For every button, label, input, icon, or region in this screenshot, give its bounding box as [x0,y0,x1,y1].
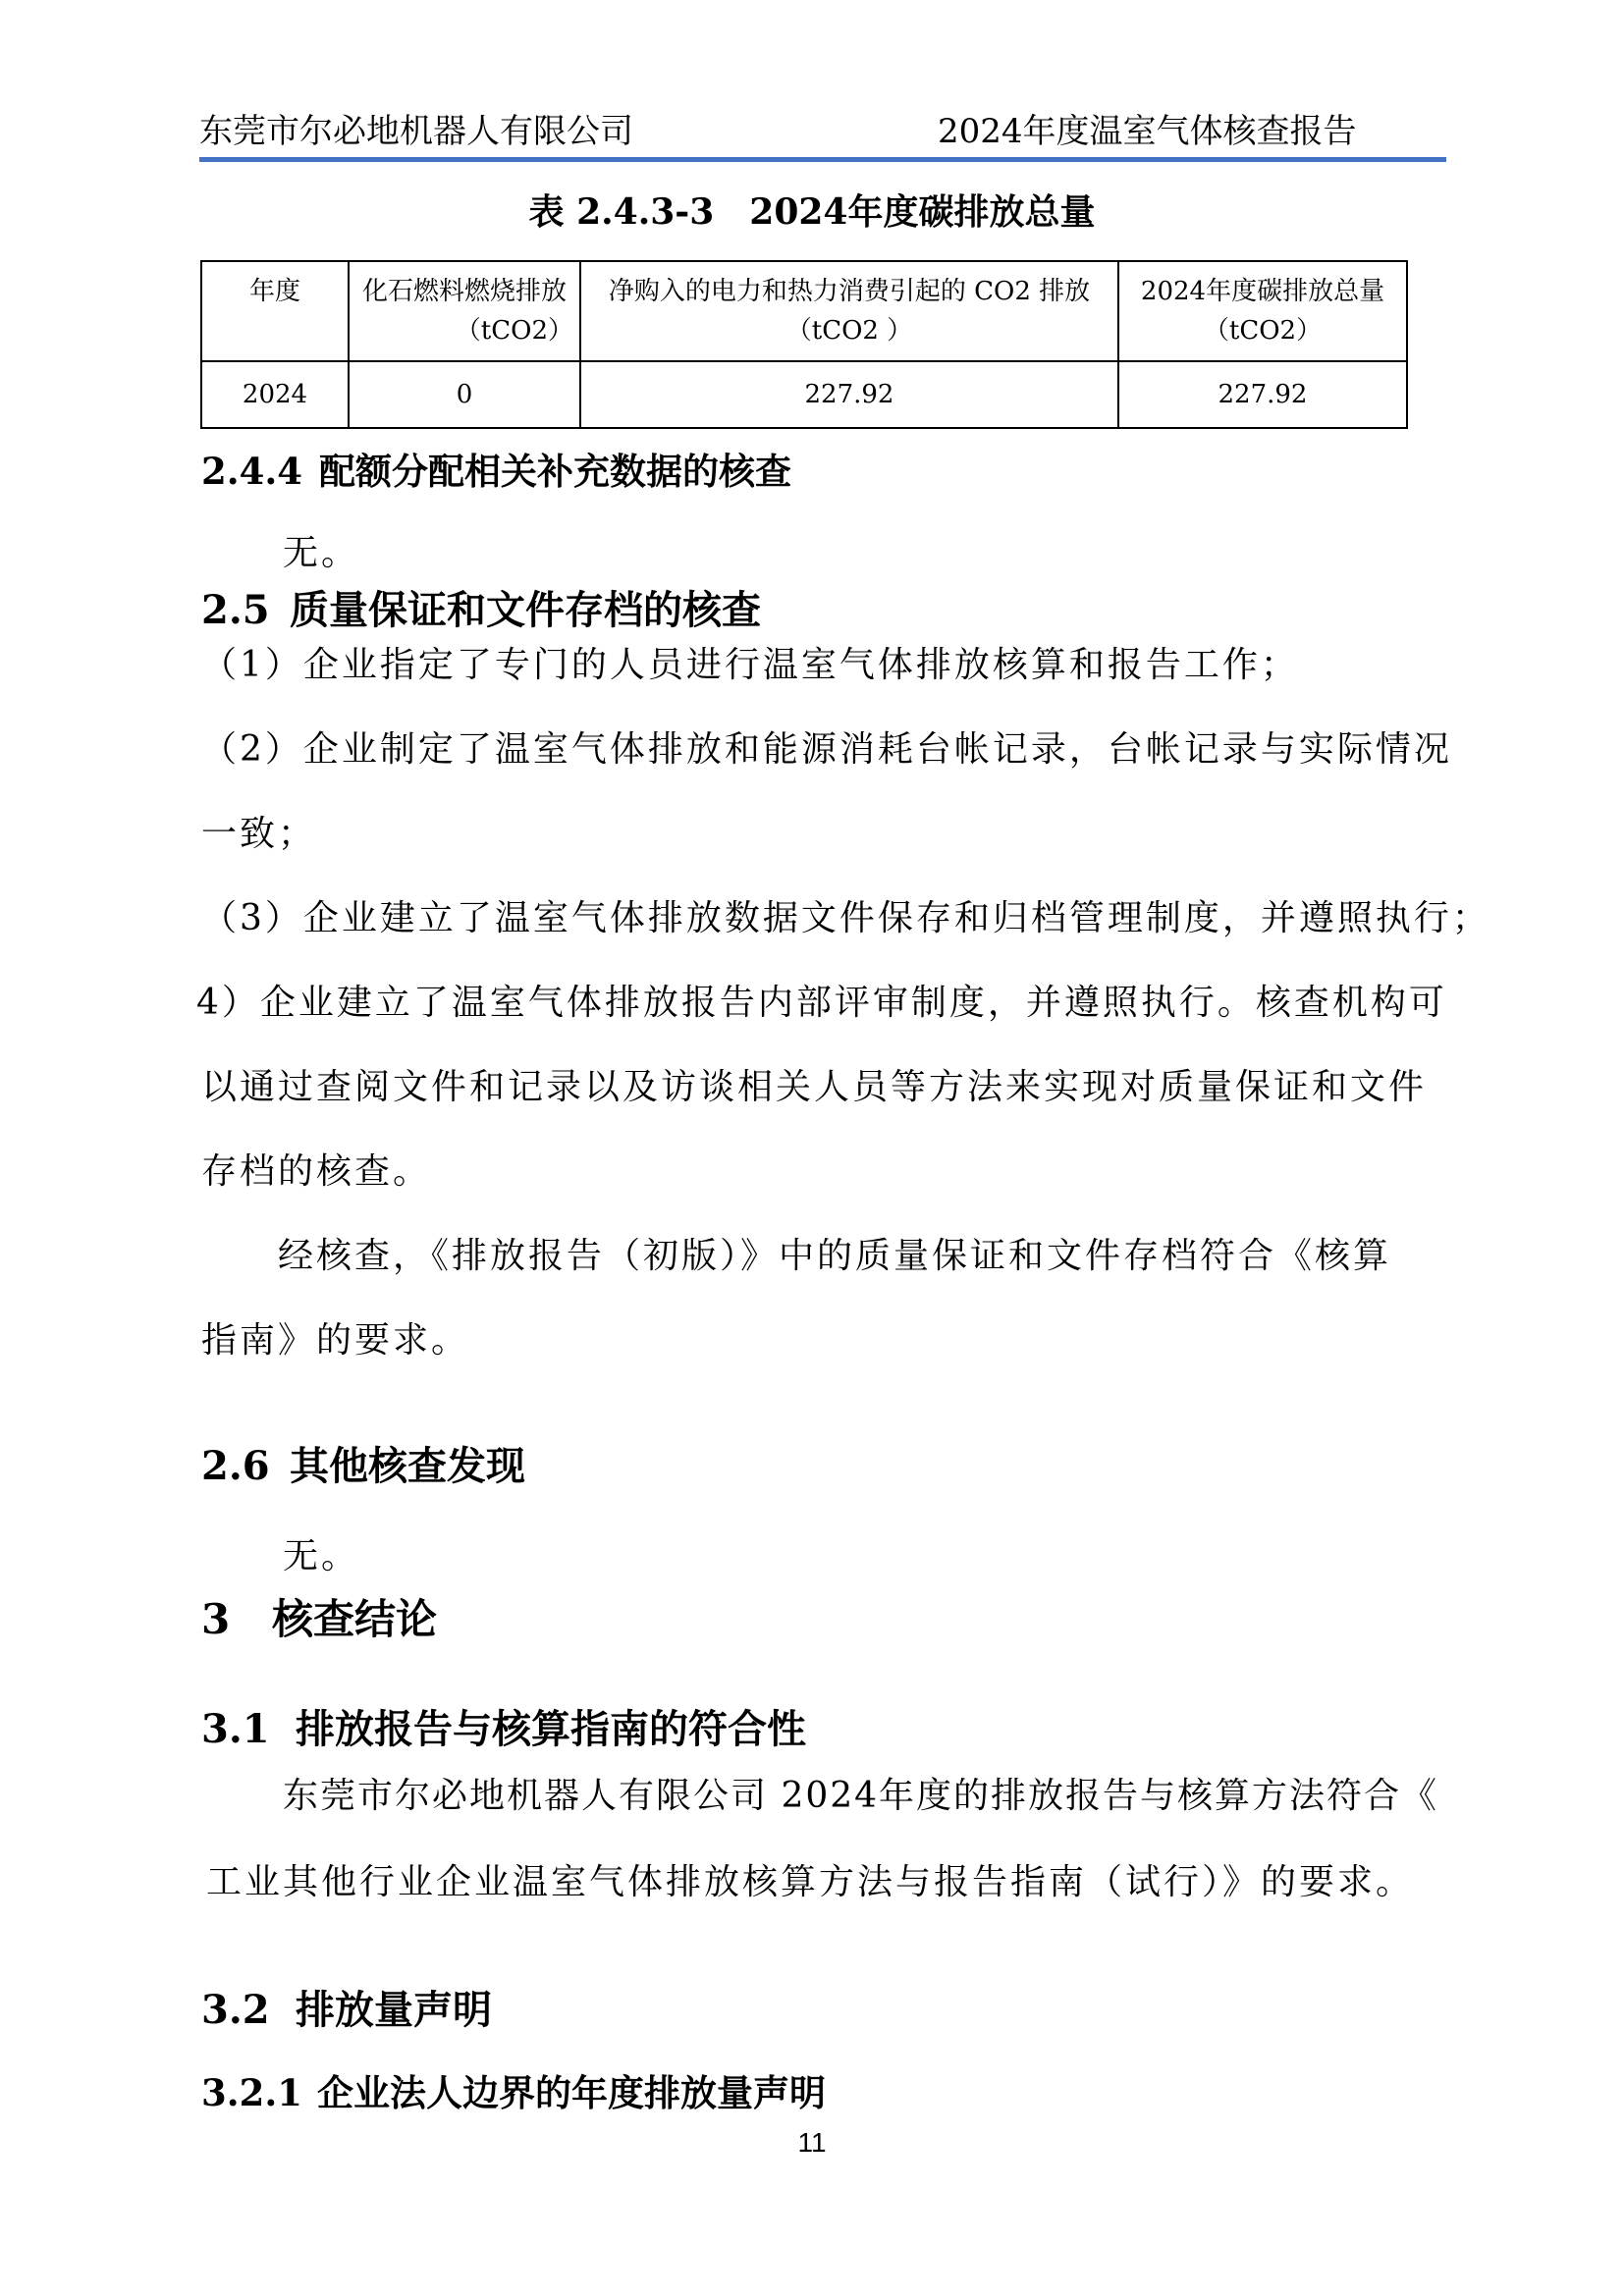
section-3-1-line: 东莞市尔必地机器人有限公司 2024年度的排放报告与核算方法符合《 [283,1776,1439,1816]
page-number: 11 [797,2127,827,2158]
col-header-fossil [349,261,580,361]
col-header-total [1118,261,1407,361]
col-header-total-label: 2024年度碳排放总量 [1140,277,1385,306]
table-header-row [201,261,1407,361]
section-heading-3-1: 3.1 排放报告与核算指南的符合性 [201,1706,806,1752]
section-heading-3-2-1: 3.2.1 企业法人边界的年度排放量声明 [201,2071,826,2114]
section-heading-2-6: 2.6 其他核查发现 [201,1443,525,1489]
col-header-total-unit: （tCO2） [1203,316,1323,346]
cell-year: 2024 [201,361,349,428]
section-2-5-line: （3）企业建立了温室气体排放数据文件保存和归档管理制度，并遵照执行； [201,898,1490,938]
col-header-electricity-unit: （tCO2 ） [785,316,913,346]
section-2-5-line: 经核查，《排放报告（初版）》中的质量保证和文件存档符合《核算 [278,1236,1392,1276]
cell-total: 227.92 [1118,361,1407,428]
col-header-year-label: 年度 [248,277,300,306]
header-report-title: 2024年度温室气体核查报告 [938,112,1357,151]
section-2-5-line: 指南》的要求。 [201,1320,470,1361]
section-2-5-line: 以通过查阅文件和记录以及访谈相关人员等方法来实现对质量保证和文件 [201,1067,1428,1107]
section-2-5-line: （1）企业指定了专门的人员进行温室气体排放核算和报告工作； [201,645,1299,685]
table-caption: 表 2.4.3-3 2024年度碳排放总量 [528,191,1096,233]
section-2-5-line: 存档的核查。 [201,1151,432,1192]
col-header-fossil-label: 化石燃料燃烧排放 [361,277,567,306]
section-heading-2-4-4: 2.4.4 配额分配相关补充数据的核查 [201,450,791,493]
col-header-electricity [580,261,1118,361]
section-3-1-line: 工业其他行业企业温室气体排放核算方法与报告指南（试行）》的要求。 [206,1862,1415,1902]
cell-electricity: 227.92 [580,361,1118,428]
col-header-year [201,261,349,361]
cell-fossil: 0 [349,361,580,428]
section-heading-3: 3 核查结论 [201,1595,438,1643]
section-heading-3-2: 3.2 排放量声明 [201,1987,492,2033]
emission-total-table [200,260,1408,429]
header-rule [199,157,1446,162]
section-heading-2-5: 2.5 质量保证和文件存档的核查 [201,587,761,633]
col-header-electricity-label: 净购入的电力和热力消费引起的 CO2 排放 [608,277,1091,306]
section-2-5-line: 4）企业建立了温室气体排放报告内部评审制度，并遵照执行。核查机构可 [196,983,1447,1023]
section-2-6-body: 无。 [283,1536,360,1576]
table-row [201,361,1407,428]
section-2-5-line: 一致； [201,814,317,854]
col-header-fossil-unit: （tCO2） [455,316,573,346]
header-company: 东莞市尔必地机器人有限公司 [199,112,633,151]
section-2-4-4-body: 无。 [283,533,360,573]
section-2-5-line: （2）企业制定了温室气体排放和能源消耗台帐记录，台帐记录与实际情况 [201,729,1452,770]
